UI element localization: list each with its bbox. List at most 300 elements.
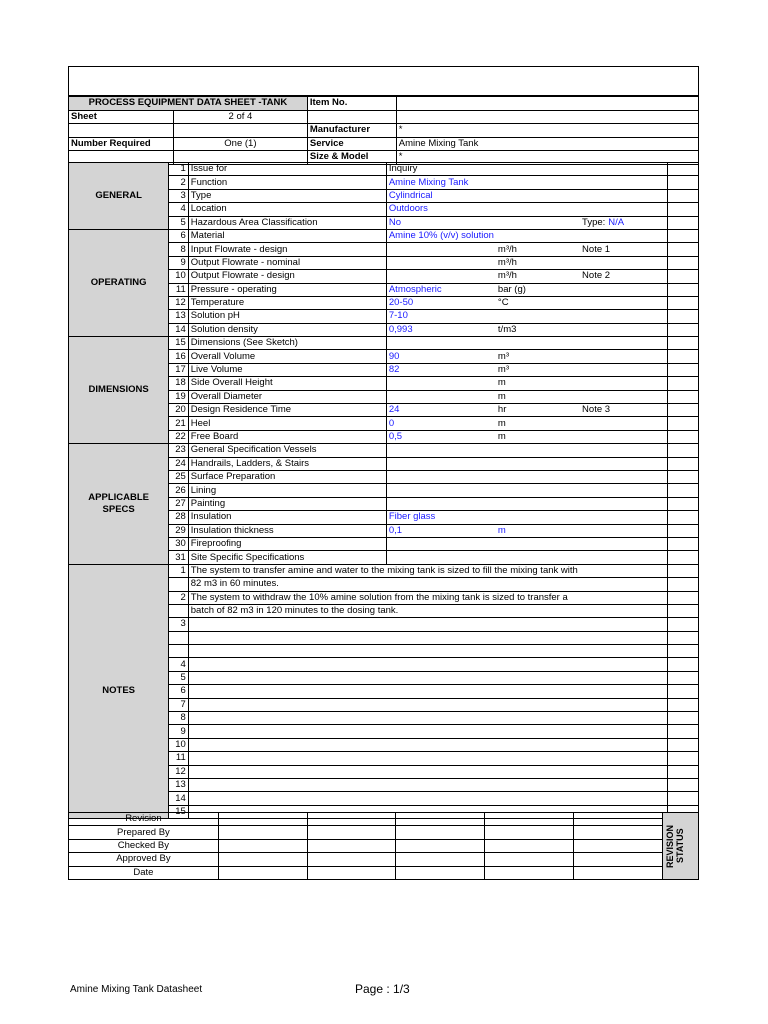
row-label: Temperature <box>188 296 386 309</box>
row-unit <box>496 163 580 176</box>
row-extra <box>667 337 698 350</box>
note-number: 4 <box>169 658 188 671</box>
row-unit <box>496 497 580 510</box>
row-note <box>580 229 667 242</box>
note-text <box>188 725 667 738</box>
note-extra <box>667 564 698 577</box>
row-unit: m <box>496 417 580 430</box>
row-number: 6 <box>169 229 188 242</box>
note-extra <box>667 712 698 725</box>
row-value: 7-10 <box>386 310 496 323</box>
row-label: Overall Diameter <box>188 390 386 403</box>
revision-cell <box>307 813 396 826</box>
note-text <box>188 658 667 671</box>
row-unit <box>496 310 580 323</box>
row-note <box>580 470 667 483</box>
revision-cell <box>574 813 663 826</box>
note-number: 3 <box>169 618 188 631</box>
row-number: 9 <box>169 256 188 269</box>
note-extra <box>667 578 698 591</box>
row-number: 11 <box>169 283 188 296</box>
row-unit <box>496 551 580 564</box>
row-value <box>386 537 496 550</box>
row-number: 12 <box>169 296 188 309</box>
service-label: Service <box>307 137 396 151</box>
revision-cell <box>307 853 396 866</box>
revision-cell <box>485 813 574 826</box>
row-extra <box>667 390 698 403</box>
row-label: Solution density <box>188 323 386 336</box>
section-operating: OPERATING <box>69 229 169 336</box>
row-label: Input Flowrate - design <box>188 243 386 256</box>
row-unit: hr <box>496 404 580 417</box>
note-row <box>69 564 699 577</box>
spec-row <box>69 229 699 242</box>
revision-row <box>69 813 699 826</box>
note-number: 5 <box>169 671 188 684</box>
note-number: 6 <box>169 685 188 698</box>
row-value: Outdoors <box>386 203 496 216</box>
revision-cell <box>396 839 485 852</box>
row-note <box>580 350 667 363</box>
row-value <box>386 551 496 564</box>
row-unit <box>496 511 580 524</box>
row-number: 10 <box>169 270 188 283</box>
row-extra <box>667 256 698 269</box>
section-notes: NOTES <box>69 564 169 818</box>
row-extra <box>667 229 698 242</box>
row-number: 3 <box>169 189 188 202</box>
row-value <box>386 256 496 269</box>
row-extra <box>667 203 698 216</box>
sheet-value: 2 of 4 <box>173 110 307 124</box>
row-value: 0 <box>386 417 496 430</box>
row-value <box>386 390 496 403</box>
row-extra <box>667 270 698 283</box>
row-note <box>580 511 667 524</box>
item-no-value <box>396 97 698 111</box>
row-extra <box>667 163 698 176</box>
row-unit <box>496 484 580 497</box>
revision-cell <box>574 866 663 879</box>
revision-cell <box>307 866 396 879</box>
note-extra <box>667 725 698 738</box>
row-label: Hazardous Area Classification <box>188 216 386 229</box>
row-extra <box>667 417 698 430</box>
note-number: 14 <box>169 792 188 805</box>
note-text: 82 m3 in 60 minutes. <box>188 578 667 591</box>
row-label: Insulation <box>188 511 386 524</box>
row-value <box>386 377 496 390</box>
row-note <box>580 256 667 269</box>
row-extra <box>667 377 698 390</box>
revision-cell <box>307 839 396 852</box>
revision-label: Prepared By <box>69 826 219 839</box>
row-unit <box>496 189 580 202</box>
revision-cell <box>574 826 663 839</box>
row-value <box>386 444 496 457</box>
note-extra <box>667 792 698 805</box>
note-number: 12 <box>169 765 188 778</box>
row-unit: bar (g) <box>496 283 580 296</box>
row-unit <box>496 457 580 470</box>
row-label: Lining <box>188 484 386 497</box>
row-label: Free Board <box>188 430 386 443</box>
row-extra <box>667 444 698 457</box>
row-number: 5 <box>169 216 188 229</box>
row-number: 17 <box>169 363 188 376</box>
note-extra <box>667 698 698 711</box>
row-note <box>580 176 667 189</box>
note-extra <box>667 752 698 765</box>
row-value: No <box>386 216 496 229</box>
note-extra <box>667 671 698 684</box>
row-label: Site Specific Specifications <box>188 551 386 564</box>
row-label: Type <box>188 189 386 202</box>
revision-label: Approved By <box>69 853 219 866</box>
row-note-text: Type: <box>582 216 606 228</box>
revision-cell <box>396 813 485 826</box>
row-value <box>386 337 496 350</box>
row-extra <box>667 511 698 524</box>
row-extra <box>667 216 698 229</box>
row-unit: m <box>496 377 580 390</box>
row-unit: m³ <box>496 363 580 376</box>
row-note-text: Note 2 <box>582 270 611 282</box>
revision-cell <box>218 853 307 866</box>
row-number: 1 <box>169 163 188 176</box>
row-unit: m³/h <box>496 243 580 256</box>
note-extra <box>667 591 698 604</box>
row-unit: m <box>496 390 580 403</box>
row-extra <box>667 283 698 296</box>
note-number: 1 <box>169 564 188 577</box>
note-number: 11 <box>169 752 188 765</box>
note-extra <box>667 685 698 698</box>
revision-cell <box>218 839 307 852</box>
revision-label: Date <box>69 866 219 879</box>
revision-table <box>68 812 699 880</box>
row-extra <box>667 470 698 483</box>
revision-label: Revision <box>69 813 219 826</box>
row-note <box>580 283 667 296</box>
service-value: Amine Mixing Tank <box>396 137 698 151</box>
note-number: 10 <box>169 738 188 751</box>
note-number: 7 <box>169 698 188 711</box>
note-extra <box>667 631 698 644</box>
row-label: Function <box>188 176 386 189</box>
note-number: 13 <box>169 778 188 791</box>
sheet-label: Sheet <box>69 110 174 124</box>
note-extra <box>667 778 698 791</box>
header-table <box>68 96 699 165</box>
row-note <box>580 537 667 550</box>
note-text <box>188 671 667 684</box>
row-note <box>580 243 667 256</box>
row-note <box>580 417 667 430</box>
row-value: 0,1 <box>386 524 496 537</box>
row-label: Painting <box>188 497 386 510</box>
number-required-label: Number Required <box>69 137 174 151</box>
row-value <box>386 484 496 497</box>
note-extra <box>667 765 698 778</box>
row-note <box>580 430 667 443</box>
revision-cell <box>574 853 663 866</box>
note-text <box>188 738 667 751</box>
note-number <box>169 631 188 644</box>
row-note <box>580 524 667 537</box>
revision-row <box>69 826 699 839</box>
row-unit: m <box>496 430 580 443</box>
note-number: 2 <box>169 591 188 604</box>
row-unit: m³ <box>496 350 580 363</box>
row-value: Amine Mixing Tank <box>386 176 496 189</box>
footer-page-number: Page : 1/3 <box>355 982 410 996</box>
row-note-text: Note 1 <box>582 243 611 255</box>
spec-row <box>69 444 699 457</box>
note-extra <box>667 645 698 658</box>
note-text <box>188 631 667 644</box>
row-note <box>580 444 667 457</box>
revision-cell <box>396 853 485 866</box>
row-label: Output Flowrate - design <box>188 270 386 283</box>
row-value: Amine 10% (v/v) solution <box>386 229 496 242</box>
row-value: Fiber glass <box>386 511 496 524</box>
row-note <box>580 337 667 350</box>
note-text <box>188 698 667 711</box>
note-text <box>188 645 667 658</box>
note-text <box>188 752 667 765</box>
row-label: Output Flowrate - nominal <box>188 256 386 269</box>
row-extra <box>667 363 698 376</box>
section-applicable-line2: SPECS <box>102 503 135 515</box>
footer-document-name: Amine Mixing Tank Datasheet <box>70 984 203 995</box>
row-unit <box>496 337 580 350</box>
row-value: 90 <box>386 350 496 363</box>
item-no-label: Item No. <box>307 97 396 111</box>
row-label: Live Volume <box>188 363 386 376</box>
note-text <box>188 712 667 725</box>
row-number: 4 <box>169 203 188 216</box>
row-note <box>580 363 667 376</box>
row-number: 29 <box>169 524 188 537</box>
row-number: 22 <box>169 430 188 443</box>
row-note <box>580 484 667 497</box>
row-label: Issue for <box>188 163 386 176</box>
row-label: Location <box>188 203 386 216</box>
revision-cell <box>307 826 396 839</box>
row-note <box>580 404 667 417</box>
row-extra <box>667 537 698 550</box>
row-note <box>580 163 667 176</box>
note-text: The system to transfer amine and water to the mixing tank is sized to fill the mixing tank with <box>188 564 667 577</box>
row-number: 8 <box>169 243 188 256</box>
row-value <box>386 470 496 483</box>
row-note <box>580 457 667 470</box>
revision-status-label: REVISION STATUS <box>664 824 685 868</box>
row-value: 24 <box>386 404 496 417</box>
row-note <box>580 203 667 216</box>
row-note <box>580 497 667 510</box>
row-number: 30 <box>169 537 188 550</box>
row-extra <box>667 243 698 256</box>
row-extra <box>667 323 698 336</box>
row-label: Pressure - operating <box>188 283 386 296</box>
row-extra <box>667 484 698 497</box>
row-unit: m³/h <box>496 270 580 283</box>
row-value: 0,993 <box>386 323 496 336</box>
row-label: Overall Volume <box>188 350 386 363</box>
revision-status-cell <box>662 813 698 880</box>
section-general: GENERAL <box>69 163 169 230</box>
row-number: 16 <box>169 350 188 363</box>
row-note <box>580 323 667 336</box>
row-number: 27 <box>169 497 188 510</box>
row-extra <box>667 176 698 189</box>
row-number: 13 <box>169 310 188 323</box>
note-number <box>169 645 188 658</box>
row-note-text: Note 3 <box>582 404 611 416</box>
spec-table <box>68 162 699 819</box>
row-number: 2 <box>169 176 188 189</box>
row-number: 23 <box>169 444 188 457</box>
note-extra <box>667 658 698 671</box>
row-note <box>580 390 667 403</box>
row-label: Side Overall Height <box>188 377 386 390</box>
revision-cell <box>485 839 574 852</box>
note-text: The system to withdraw the 10% amine solution from the mixing tank is sized to transfer a <box>188 591 667 604</box>
row-extra <box>667 296 698 309</box>
row-value <box>386 243 496 256</box>
section-applicable <box>69 444 169 565</box>
note-text <box>188 765 667 778</box>
row-unit <box>496 229 580 242</box>
row-note <box>580 216 667 229</box>
row-number: 26 <box>169 484 188 497</box>
revision-cell <box>485 866 574 879</box>
row-number: 25 <box>169 470 188 483</box>
row-note-value: N/A <box>608 216 625 228</box>
row-unit <box>496 444 580 457</box>
row-value: 82 <box>386 363 496 376</box>
row-number: 15 <box>169 337 188 350</box>
row-unit <box>496 216 580 229</box>
row-note <box>580 189 667 202</box>
row-note <box>580 310 667 323</box>
row-extra <box>667 497 698 510</box>
row-value: 0,5 <box>386 430 496 443</box>
spec-row <box>69 163 699 176</box>
note-number: 8 <box>169 712 188 725</box>
revision-label: Checked By <box>69 839 219 852</box>
revision-cell <box>396 866 485 879</box>
revision-row <box>69 866 699 879</box>
row-value: Atmospheric <box>386 283 496 296</box>
row-extra <box>667 310 698 323</box>
spec-row <box>69 337 699 350</box>
row-value: Inquiry <box>386 163 496 176</box>
row-unit: m <box>496 524 580 537</box>
row-label: Solution pH <box>188 310 386 323</box>
row-extra <box>667 524 698 537</box>
row-unit <box>496 203 580 216</box>
title-block <box>68 66 699 96</box>
revision-cell <box>218 826 307 839</box>
number-required-value: One (1) <box>173 137 307 151</box>
row-number: 21 <box>169 417 188 430</box>
row-value <box>386 270 496 283</box>
row-number: 14 <box>169 323 188 336</box>
row-value: Cylindrical <box>386 189 496 202</box>
note-text <box>188 685 667 698</box>
note-text <box>188 778 667 791</box>
row-value <box>386 457 496 470</box>
row-label: Surface Preparation <box>188 470 386 483</box>
row-value <box>386 497 496 510</box>
row-unit: °C <box>496 296 580 309</box>
row-extra <box>667 189 698 202</box>
row-label: Design Residence Time <box>188 404 386 417</box>
revision-cell <box>218 866 307 879</box>
row-extra <box>667 404 698 417</box>
note-extra <box>667 738 698 751</box>
note-text <box>188 792 667 805</box>
row-label: Fireproofing <box>188 537 386 550</box>
row-unit: t/m3 <box>496 323 580 336</box>
row-unit <box>496 537 580 550</box>
section-applicable-line1: APPLICABLE <box>88 491 149 503</box>
note-text <box>188 618 667 631</box>
revision-cell <box>574 839 663 852</box>
row-extra <box>667 457 698 470</box>
row-extra <box>667 350 698 363</box>
row-note <box>580 377 667 390</box>
row-label: Insulation thickness <box>188 524 386 537</box>
manufacturer-label: Manufacturer <box>307 124 396 138</box>
sheet-title: PROCESS EQUIPMENT DATA SHEET -TANK <box>69 97 308 111</box>
row-label: Handrails, Ladders, & Stairs <box>188 457 386 470</box>
row-note <box>580 551 667 564</box>
note-text: batch of 82 m3 in 120 minutes to the dosing tank. <box>188 604 667 617</box>
row-number: 19 <box>169 390 188 403</box>
row-extra <box>667 430 698 443</box>
section-dimensions: DIMENSIONS <box>69 337 169 444</box>
row-label: Material <box>188 229 386 242</box>
row-value: 20-50 <box>386 296 496 309</box>
row-note <box>580 270 667 283</box>
revision-cell <box>485 826 574 839</box>
revision-row <box>69 839 699 852</box>
revision-cell <box>218 813 307 826</box>
row-number: 31 <box>169 551 188 564</box>
row-label: Dimensions (See Sketch) <box>188 337 386 350</box>
size-model-label: Size & Model <box>307 151 396 165</box>
note-extra <box>667 604 698 617</box>
row-number: 24 <box>169 457 188 470</box>
row-extra <box>667 551 698 564</box>
row-unit: m³/h <box>496 256 580 269</box>
row-unit <box>496 470 580 483</box>
row-note <box>580 296 667 309</box>
manufacturer-value: * <box>396 124 698 138</box>
note-number <box>169 578 188 591</box>
revision-cell <box>396 826 485 839</box>
note-number: 9 <box>169 725 188 738</box>
row-number: 28 <box>169 511 188 524</box>
row-label: Heel <box>188 417 386 430</box>
note-number: 15 <box>169 805 188 818</box>
row-unit <box>496 176 580 189</box>
